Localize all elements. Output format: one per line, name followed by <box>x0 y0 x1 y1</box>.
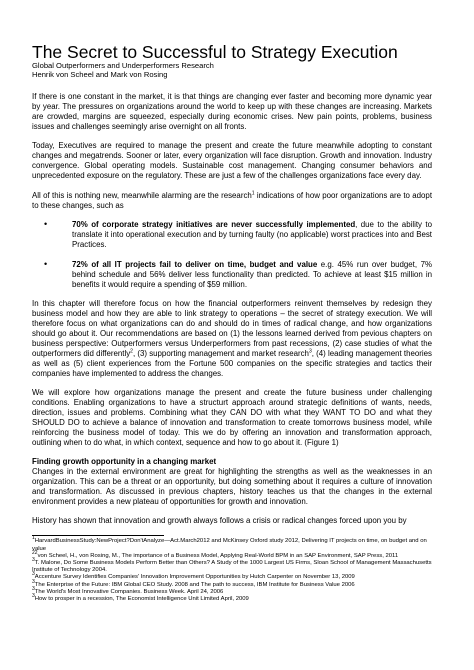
finding-strategy-text: , due to the ability to translate it into operational execution and by turning faulty (no applicable) worst practices into and Best Practices. <box>72 220 432 250</box>
footnote-ref-1[interactable]: 1 <box>251 190 255 196</box>
findings-list <box>32 220 432 289</box>
paragraph-explore: We will explore how organizations manage the present and create the future business under challenging conditions. Enabling organizations to have a structurt approach around strategic definitions of wants, needs, direction, issues and problems. Combining what they CAN DO with what they WANT TO DO and what they SHOULD DO to achieve a balance of innovation and transformation to create tomorrows business model, while reinforcing the business model of today. This we do by offering an innovation and transformation approach, outlining when to do what, in which context, sequence and how to go about it. (Figure 1) <box>32 388 432 447</box>
paragraph-chapter-text-a: In this chapter will therefore focus on how the financial outperformers reinvent themselves by redesign they business model and how they are able to link strategy to operations – the secret of strategy execution. We will therefore focus on what organizations can do and should do in times of radical change, and how organizations should go about it. Our recommendations are based on (1) the lessons learned derived from pevious chapters on business perspective: Outperformers versus Underperformers from past recessions, (2) case studies of what the outperformers did differently <box>32 299 432 358</box>
document-title: The Secret to Successful to Strategy Execution <box>32 42 398 62</box>
footnote-mark: 3 <box>32 557 35 564</box>
paragraph-changes: Changes in the external environment are great for highlighting the strengths as well as the weaknesses in an organization. This can be a threat or an opportunity, but doing something about it requires a culture of innovation and transformation. As discussed in previous chapters, history teaches us that the changes in the external environment provides a new plateau of opportunities for growth and innovation. <box>32 467 432 506</box>
paragraph-executives: Today, Executives are required to manage the present and create the future meanwhile adopting to constant changes and megatrends. Sooner or later, every organization will face disruption. Growth and innovation. Industry convergence. Global operating models. Sustainable cost management. Changing consumer behaviors and unprecedented exposure on the regulatory. These are just a few of the challenges organizations face every day. <box>32 141 432 181</box>
footnote-text: von Scheel, H., von Rosing, M., The importance of a Business Model, Applying Real-World BPM in an SAP Environment, SAP Press, 2011 <box>37 552 399 559</box>
paragraph-chapter-text-b: , (3) supporting management and market research <box>132 349 309 358</box>
finding-it-bold: 72% of all IT projects fail to deliver on time, budget and value <box>72 260 318 270</box>
bullet-icon: • <box>44 219 48 230</box>
finding-strategy-initiatives <box>32 220 432 250</box>
footnotes <box>32 535 432 603</box>
footnote <box>32 593 432 603</box>
paragraph-intro: If there is one constant in the market, it is that things are changing ever faster and becoming more dynamic year by year. The pressures on organizations around the world to keep up with these changes are increasing. Markets are crowded, margins are squeezed, especially during economic crises. New pain points, problems, business issues and challenges seemingly arise overnight on all fronts. <box>32 92 432 131</box>
footnote-mark: 1 <box>32 535 35 542</box>
footnote-divider <box>32 535 164 536</box>
document-page <box>32 42 432 603</box>
finding-it-projects <box>32 260 432 290</box>
footnote-text: The World's Most Innovative Companies. Business Week. April 24, 2006 <box>34 588 224 595</box>
finding-strategy-bold: 70% of corporate strategy initiatives are never successfully implemented <box>72 220 356 230</box>
footnote-text: The Enterprise of the Future: IBM Global CEO Study. 2008 and The path to success, IBM Institute for Business Value 2006 <box>34 581 355 588</box>
footnote-mark: 3 <box>32 571 35 578</box>
footnote-text: T. Malone, Do Some Business Models Perform Better than Others? A Study of the 1000 Largest US Firms, Sloan School of Management Massachusetts Institute of Technology 2004. <box>32 559 432 574</box>
footnote-mark: 3 <box>32 578 35 585</box>
footnote-mark: 3 <box>32 593 35 600</box>
footnote <box>32 557 432 574</box>
paragraph-research-text-b: indications of how poor organizations are to adopt to these changes, such as <box>32 190 433 210</box>
research-subtitle: Global Outperformers and Underperformers Research <box>32 61 214 70</box>
paragraph-research <box>32 191 432 211</box>
footnote-mark: 3 <box>32 585 35 592</box>
paragraph-research-text-a: All of this is nothing new, meanwhile alarming are the research <box>32 190 252 200</box>
footnote <box>32 578 432 589</box>
paragraph-chapter-text-c: , (4) leading management theories as well as (5) client experiences from the Fortune 500 companies on the specific strategies and tactics their companies have implemented to address the changes. <box>32 349 433 378</box>
authors-line: Henrik von Scheel and Mark von Rosing <box>32 69 168 79</box>
footnote <box>32 549 432 560</box>
footnote <box>32 585 432 596</box>
paragraph-chapter-focus <box>32 299 432 378</box>
footnote-ref-3[interactable]: 3 <box>308 348 312 355</box>
section-heading-growth: Finding growth opportunity in a changing market <box>32 457 217 467</box>
footnote <box>32 571 432 581</box>
footnote-ref-2[interactable]: 2 <box>130 348 133 355</box>
footnote-text: How to prosper in a recession, The Economist Intelligence Unit Limited April, 2009 <box>34 596 249 602</box>
footnote-text: HarvardBusinessStudy:NewProject?Don'tAnalyze—Act.March2012 and McKinsey Oxford study 2012, Delivering IT projects on time, on budget and on value <box>32 538 427 552</box>
footnote-text: Accenture Survey Identifies Companies' Innovation Improvement Opportunities by Hutch Carpenter on November 13, 2009 <box>34 574 355 581</box>
footnote <box>32 535 432 552</box>
bullet-icon: • <box>44 259 48 270</box>
paragraph-history: History has shown that innovation and growth always follows a crisis or radical changes forced upon you by <box>32 516 407 526</box>
finding-it-text: e.g. 45% run over budget, 7% behind schedule and 56% deliver less functionality than predicted. To achieve at least $15 million in benefits it would require a spending of $59 million. <box>72 260 433 289</box>
footnote-mark: 22 <box>32 549 38 556</box>
